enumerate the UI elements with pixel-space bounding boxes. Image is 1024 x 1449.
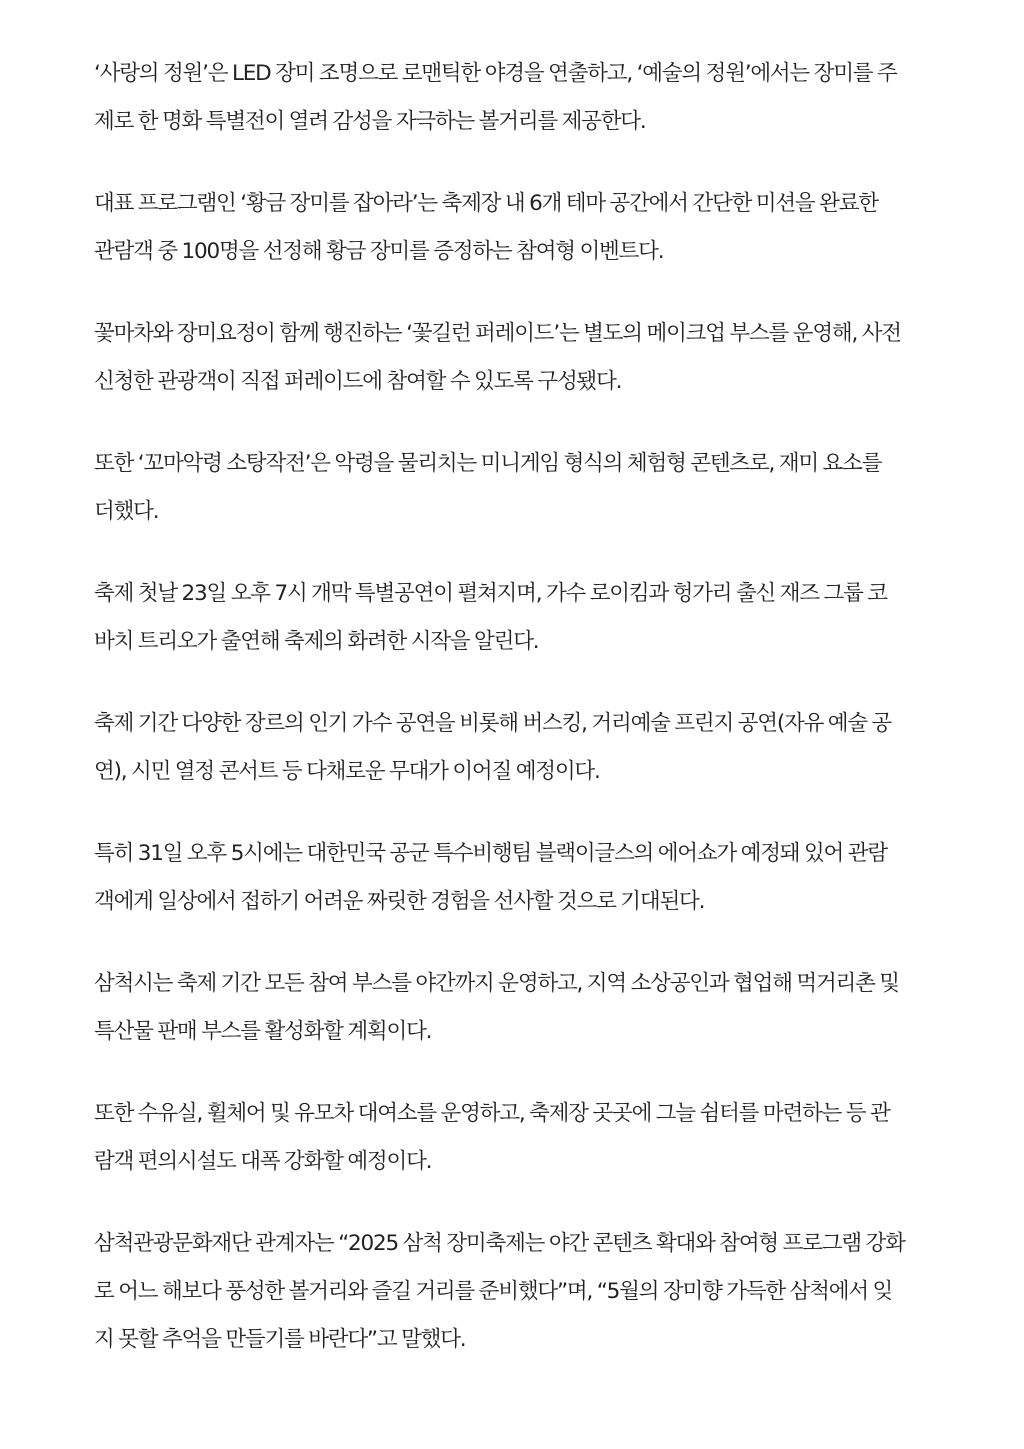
text-line: 관람객 중 100명을 선정해 황금 장미를 증정하는 참여형 이벤트다. — [94, 239, 664, 264]
text-line: 꽃마차와 장미요정이 함께 행진하는 ‘꽃길런 퍼레이드’는 별도의 메이크업 부스를 운영해, 사전 — [94, 321, 901, 346]
paragraph — [94, 960, 944, 1056]
paragraph — [94, 700, 944, 796]
text-line: 축제 첫날 23일 오후 7시 개막 특별공연이 펼쳐지며, 가수 로이킴과 헝가리 출신 재즈 그룹 코 — [94, 581, 887, 606]
text-line: 삼척관광문화재단 관계자는 “2025 삼척 장미축제는 야간 콘텐츠 확대와 참여형 프로그램 강화 — [94, 1231, 905, 1256]
text-line: 제로 한 명화 특별전이 열려 감성을 자극하는 볼거리를 제공한다. — [94, 109, 646, 134]
text-line: 연), 시민 열정 콘서트 등 다채로운 무대가 이어질 예정이다. — [94, 759, 600, 784]
text-line: 지 못할 추억을 만들기를 바란다”고 말했다. — [94, 1327, 466, 1352]
article-body — [94, 50, 944, 1398]
text-line: 또한 ‘꼬마악령 소탕작전’은 악령을 물리치는 미니게임 형식의 체험형 콘텐츠로, 재미 요소를 — [94, 451, 882, 476]
text-line: 바치 트리오가 출연해 축제의 화려한 시작을 알린다. — [94, 629, 539, 654]
text-line: 신청한 관광객이 직접 퍼레이드에 참여할 수 있도록 구성됐다. — [94, 369, 622, 394]
text-line: 더했다. — [94, 499, 159, 524]
paragraph — [94, 440, 944, 536]
text-line: ‘사랑의 정원’은 LED 장미 조명으로 로맨틱한 야경을 연출하고, ‘예술의 정원’에서는 장미를 주 — [94, 61, 897, 86]
text-line: 축제 기간 다양한 장르의 인기 가수 공연을 비롯해 버스킹, 거리예술 프린지 공연(자유 예술 공 — [94, 711, 892, 736]
text-line: 대표 프로그램인 ‘황금 장미를 잡아라’는 축제장 내 6개 테마 공간에서 간단한 미션을 완료한 — [94, 191, 878, 216]
paragraph — [94, 180, 944, 276]
text-line: 로 어느 해보다 풍성한 볼거리와 즐길 거리를 준비했다”며, “5월의 장미향 가득한 삼척에서 잊 — [94, 1279, 893, 1304]
paragraph — [94, 1090, 944, 1186]
paragraph — [94, 830, 944, 926]
paragraph — [94, 50, 944, 146]
paragraph — [94, 570, 944, 666]
text-line: 삼척시는 축제 기간 모든 참여 부스를 야간까지 운영하고, 지역 소상공인과 협업해 먹거리촌 및 — [94, 971, 899, 996]
text-line: 또한 수유실, 휠체어 및 유모차 대여소를 운영하고, 축제장 곳곳에 그늘 쉼터를 마련하는 등 관 — [94, 1101, 890, 1126]
paragraph — [94, 1220, 944, 1364]
text-line: 특히 31일 오후 5시에는 대한민국 공군 특수비행팀 블랙이글스의 에어쇼가 예정돼 있어 관람 — [94, 841, 887, 866]
paragraph — [94, 310, 944, 406]
text-line: 람객 편의시설도 대폭 강화할 예정이다. — [94, 1149, 432, 1174]
text-line: 특산물 판매 부스를 활성화할 계획이다. — [94, 1019, 432, 1044]
text-line: 객에게 일상에서 접하기 어려운 짜릿한 경험을 선사할 것으로 기대된다. — [94, 889, 705, 914]
